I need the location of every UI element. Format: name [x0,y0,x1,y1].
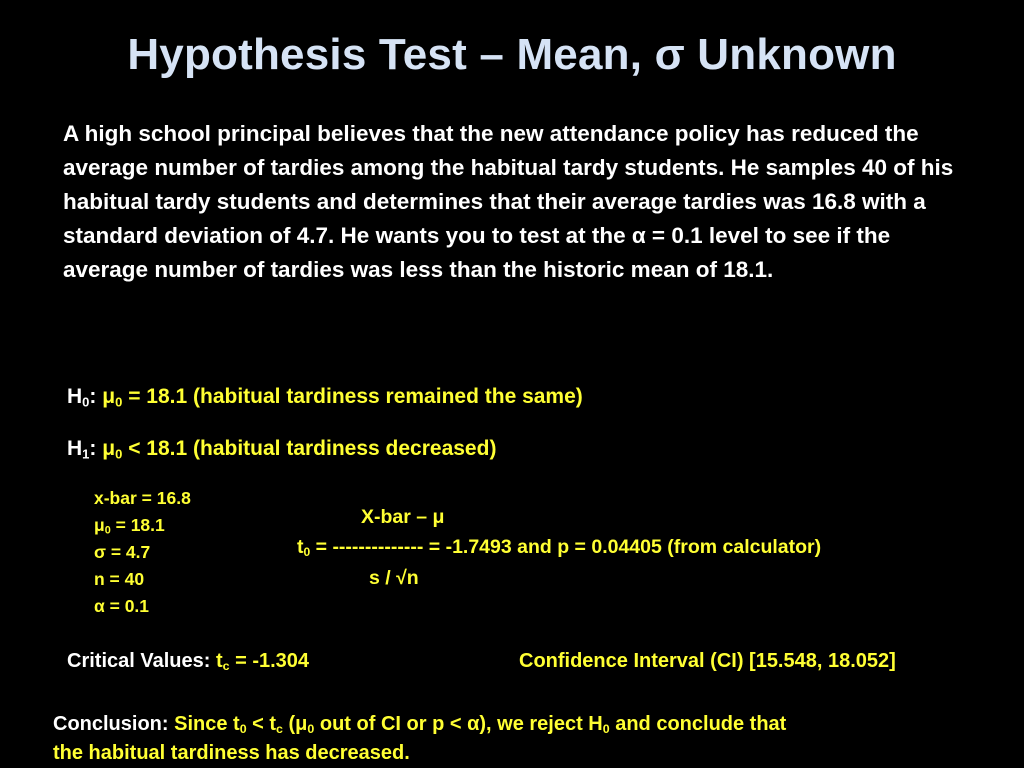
null-hypothesis: $H_0$: $\mu_0 = 18.1$ (habitual tardiness remained the same) [67,385,583,410]
formula-main: $t_0$ = -------------- = -1.7493 and p = 0.04405 (from calculator) [297,536,822,560]
given-mu: $\mu_0 = 18.1$ [94,515,165,537]
given-values [94,485,191,620]
given-n: n = 40 [94,569,145,589]
problem-statement: A high school principal believes that the new attendance policy has reduced the average number of tardies among the habitual tardy students. He samples 40 of his habitual tardy students and determines that their average tardies was 16.8 with a standard deviation of 4.7. He wants you to test at the α = 0.1 level to see if the average number of tardies was less than the historic mean of 18.1. [63,121,954,282]
critical-values: Critical Values: $t_c = -1.304$ [67,650,310,674]
formula-numerator: X-bar – μ [361,506,445,528]
given-sigma: σ = 4.7 [94,542,151,562]
given-xbar: x-bar = 16.8 [94,488,191,508]
conclusion: Conclusion: Since $t_0 < t_c$ ($\mu_0$ out of CI or p < α), we reject $H_0$ and conclude that the habitual tardiness has decreased. [53,713,787,764]
formula-denominator: s / √n [369,567,419,589]
given-alpha: α = 0.1 [94,596,150,616]
slide-title: Hypothesis Test – Mean, σ Unknown [127,30,897,79]
alternative-hypothesis: $H_1$: $\mu_0 < 18.1$ (habitual tardiness decreased) [67,437,497,462]
confidence-interval: Confidence Interval (CI) [15.548, 18.052] [519,650,896,672]
